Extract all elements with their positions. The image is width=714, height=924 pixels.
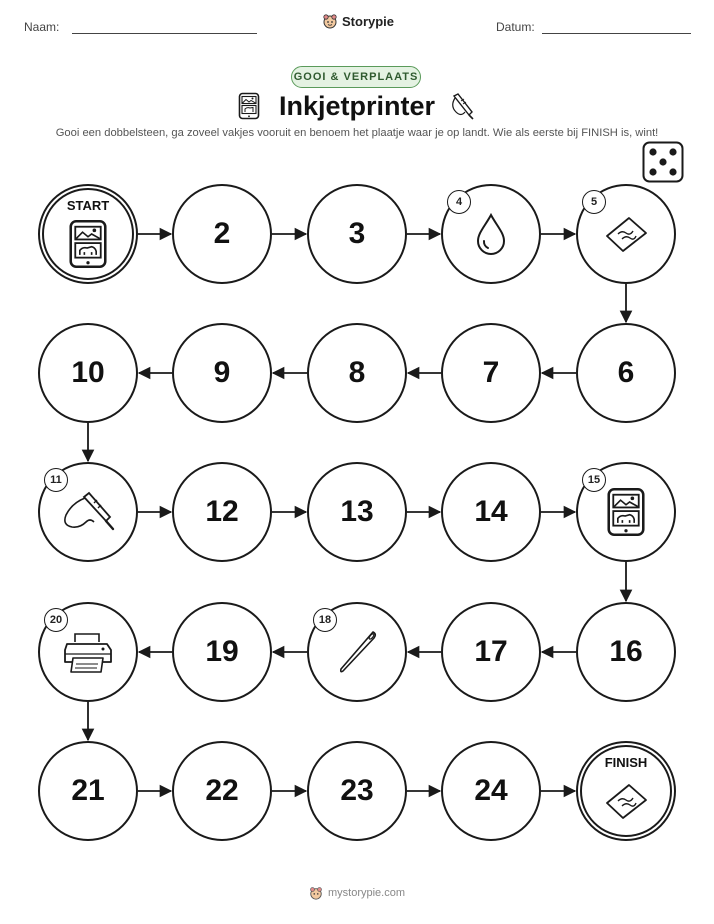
printer-icon — [61, 630, 115, 679]
board-space-19 — [172, 602, 272, 702]
space-number-badge: 11 — [44, 468, 68, 492]
board-space-8 — [307, 323, 407, 423]
finish-space — [576, 741, 676, 841]
brand-name: Storypie — [342, 13, 395, 29]
space-number: 3 — [348, 217, 366, 250]
space-number: 12 — [205, 495, 239, 528]
board-space-22 — [172, 741, 272, 841]
board-space-12 — [172, 462, 272, 562]
footer — [0, 886, 714, 900]
category-badge: GOOI & VERPLAATS — [291, 66, 421, 88]
board-space-18 — [307, 602, 407, 702]
board-space-14 — [441, 462, 541, 562]
board-space-21 — [38, 741, 138, 841]
space-number: 22 — [205, 774, 239, 807]
board-space-3 — [307, 184, 407, 284]
space-number: 7 — [482, 356, 500, 389]
board-space-11 — [38, 462, 138, 562]
storypie-mascot-icon — [309, 886, 323, 900]
tablet-icon — [68, 218, 108, 275]
board-space-7 — [441, 323, 541, 423]
space-number: 10 — [71, 356, 105, 389]
board-space-4 — [441, 184, 541, 284]
instructions: Gooi een dobbelsteen, ga zoveel vakjes vooruit en benoem het plaatje waar je op landt. Wie als eerste bij FINISH is, wint! — [55, 127, 659, 139]
space-number: 9 — [213, 356, 231, 389]
date-label: Datum: — [496, 20, 535, 34]
board-space-13 — [307, 462, 407, 562]
board-space-24 — [441, 741, 541, 841]
footer-site[interactable]: mystorypie.com — [327, 887, 406, 899]
space-number: 24 — [474, 774, 508, 807]
board-space-23 — [307, 741, 407, 841]
board-space-15 — [576, 462, 676, 562]
space-number: 14 — [474, 495, 508, 528]
space-number-badge: 4 — [447, 190, 471, 214]
board-space-6 — [576, 323, 676, 423]
space-number-badge: 15 — [582, 468, 606, 492]
space-number-badge: 5 — [582, 190, 606, 214]
space-number: 8 — [348, 356, 366, 389]
board-space-2 — [172, 184, 272, 284]
space-number: 6 — [617, 356, 635, 389]
start-space — [38, 184, 138, 284]
page-title: Inkjetprinter — [278, 91, 436, 121]
space-label: START — [66, 198, 110, 213]
space-number-badge: 18 — [313, 608, 337, 632]
space-number: 17 — [474, 635, 508, 668]
ink-drop-icon — [473, 212, 509, 261]
board-space-5 — [576, 184, 676, 284]
space-number: 13 — [340, 495, 374, 528]
space-number: 16 — [609, 635, 643, 668]
board-space-9 — [172, 323, 272, 423]
space-number: 21 — [71, 774, 105, 807]
space-number: 19 — [205, 635, 239, 668]
board-space-17 — [441, 602, 541, 702]
space-number: 2 — [213, 217, 231, 250]
space-number: 23 — [340, 774, 374, 807]
board-space-10 — [38, 323, 138, 423]
name-label: Naam: — [24, 20, 60, 34]
space-number-badge: 20 — [44, 608, 68, 632]
soldering-iron-icon — [58, 489, 118, 540]
board-space-20 — [38, 602, 138, 702]
paper-sheet-icon — [603, 781, 649, 826]
board-space-16 — [576, 602, 676, 702]
paper-sheet-icon — [603, 214, 649, 259]
needle-icon — [335, 628, 379, 681]
tablet-icon — [606, 486, 646, 543]
space-label: FINISH — [604, 755, 648, 770]
